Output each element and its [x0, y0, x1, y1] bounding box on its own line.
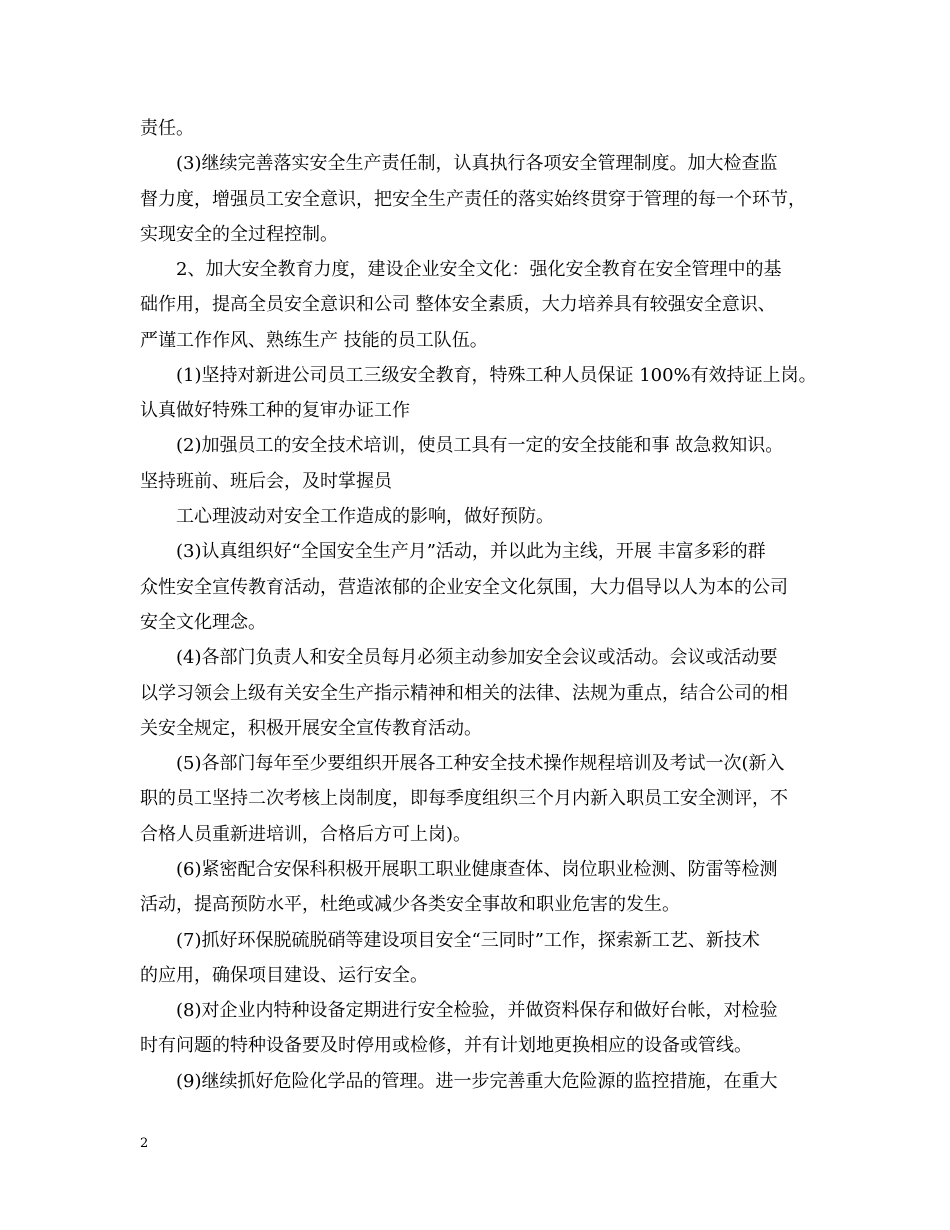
text-line: 以学习领会上级有关安全生产指示精神和相关的法律、法规为重点，结合公司的相 [140, 683, 788, 704]
text-line: 活动，提高预防水平，杜绝或减少各类安全事故和职业危害的发生。 [140, 894, 680, 915]
text-line: (7)抓好环保脱硫脱硝等建设项目安全“三同时”工作，探索新工艺、新技术 [176, 930, 760, 951]
text-line: 责任。 [140, 118, 194, 139]
text-line: 的应用，确保项目建设、运行安全。 [140, 965, 428, 986]
text-line: 认真做好特殊工种的复审办证工作 [140, 400, 410, 421]
text-line: (3)继续完善落实安全生产责任制，认真执行各项安全管理制度。加大检查监 [176, 153, 778, 174]
text-line: 督力度，增强员工安全意识，把安全生产责任的落实始终贯穿于管理的每一个环节， [140, 189, 806, 210]
text-line: 职的员工坚持二次考核上岗制度，即每季度组织三个月内新入职员工安全测评，不 [140, 788, 788, 809]
text-line: 关安全规定，积极开展安全宣传教育活动。 [140, 718, 482, 739]
text-line: 合格人员重新进培训，合格后方可上岗)。 [140, 824, 472, 845]
text-line: 时有问题的特种设备要及时停用或检修，并有计划地更换相应的设备或管线。 [140, 1035, 752, 1056]
text-line: (6)紧密配合安保科积极开展职工职业健康查体、岗位职业检测、防雷等检测 [176, 859, 778, 880]
text-line: 础作用，提高全员安全意识和公司 整体安全素质，大力培养具有较强安全意识、 [140, 294, 776, 315]
text-line: 众性安全宣传教育活动，营造浓郁的企业安全文化氛围，大力倡导以人为本的公司 [140, 577, 788, 598]
text-line: (2)加强员工的安全技术培训，使员工具有一定的安全技能和事 故急救知识。 [176, 435, 784, 456]
page-number: 2 [140, 1136, 149, 1151]
text-line: 严谨工作作风、熟练生产 技能的员工队伍。 [140, 330, 488, 351]
text-line: (5)各部门每年至少要组织开展各工种安全技术操作规程培训及考试一次(新入 [176, 753, 785, 774]
text-line: 安全文化理念。 [140, 612, 266, 633]
text-line: (8)对企业内特种设备定期进行安全检验，并做资料保存和做好台帐，对检验 [176, 1000, 778, 1021]
text-line: 工心理波动对安全工作造成的影响，做好预防。 [176, 506, 554, 527]
text-line: 2、加大安全教育力度，建设企业安全文化：强化安全教育在安全管理中的基 [176, 259, 782, 280]
text-line: 坚持班前、班后会，及时掌握员 [140, 471, 392, 492]
text-line: (4)各部门负责人和安全员每月必须主动参加安全会议或活动。会议或活动要 [176, 647, 778, 668]
text-line: 实现安全的全过程控制。 [140, 224, 338, 245]
text-line: (9)继续抓好危险化学品的管理。进一步完善重大危险源的监控措施，在重大 [176, 1071, 778, 1092]
text-line: (3)认真组织好“全国安全生产月”活动，并以此为主线，开展 丰富多彩的群 [176, 541, 766, 562]
text-line: (1)坚持对新进公司员工三级安全教育，特殊工种人员保证 100%有效持证上岗。 [176, 365, 817, 386]
